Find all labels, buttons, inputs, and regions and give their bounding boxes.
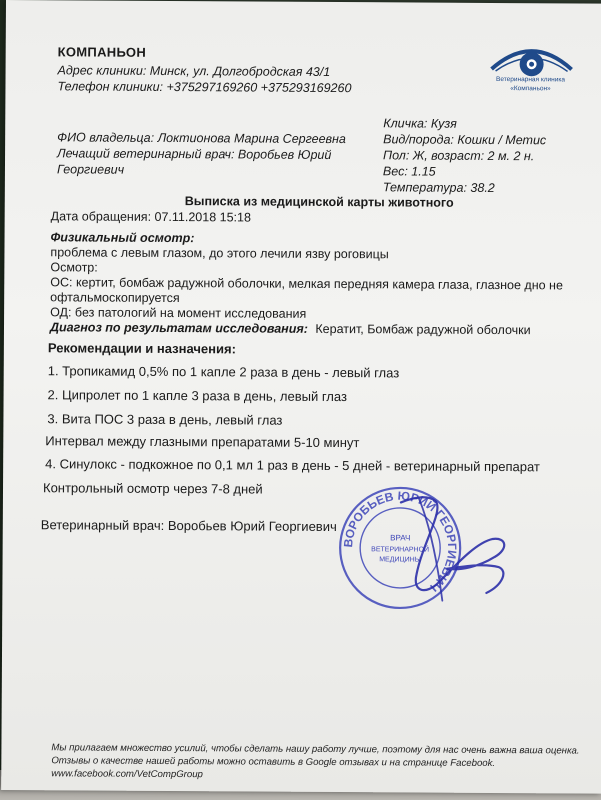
stamp-center-line3: МЕДИЦИНЫ <box>379 556 421 564</box>
visit-date: Дата обращения: 07.11.2018 15:18 <box>50 209 251 225</box>
recommendations-heading: Рекомендации и назначения: <box>47 340 236 357</box>
pet-nickname: Кличка: Кузя <box>383 116 457 131</box>
clinic-address: Адрес клиники: Минск, ул. Долгобродская 43/1 <box>57 63 331 79</box>
pet-sex-age: Пол: Ж, возраст: 2 м. 2 н. <box>383 148 535 164</box>
recommendation-note: Интервал между глазными препаратами 5-10 минут <box>45 433 360 451</box>
logo-caption-line1: Ветеринарная клиника <box>495 75 566 84</box>
signature-line: Ветеринарный врач: Воробьев Юрий Георгиевич <box>40 517 337 535</box>
recommendation-item: 1. Тропикамид 0,5% по 1 капле 2 раза в день - левый глаз <box>47 363 400 381</box>
footer-facebook-link: www.facebook.com/VetCompGroup <box>51 768 203 781</box>
clinic-name: КОМПАНЬОН <box>57 44 147 60</box>
attending-vet-cont: Георгиевич <box>56 162 125 177</box>
pet-temperature: Температура: 38.2 <box>382 180 495 195</box>
diagnosis-label: Диагноз по результатам исследования: <box>49 320 308 336</box>
pet-weight: Вес: 1.15 <box>382 164 436 179</box>
os-findings-cont: офтальмоскопируется <box>50 290 180 306</box>
exam-heading: Физикальный осмотр: <box>50 230 195 246</box>
logo-caption-line2: «Компаньон» <box>510 85 551 93</box>
pet-species: Вид/порода: Кошки / Метис <box>383 132 547 148</box>
od-findings: ОД: без патологий на момент исследования <box>50 305 307 321</box>
os-findings: ОС: кертит, бомбаж радужной оболочки, мелкая передняя камера глаза, глазное дно не <box>50 275 563 293</box>
recommendation-item: 2. Ципролет по 1 капле 3 раза в день, левый глаз <box>47 387 348 405</box>
footer-feedback-line: Мы прилагаем множество усилий, чтобы сделать нашу работу лучше, поэтому для нас очень важна ваша оценка. <box>51 742 580 757</box>
clinic-phone: Телефон клиники: +375297169260 +375293169260 <box>57 79 352 96</box>
document-page <box>1 0 601 794</box>
owner-name: ФИО владельца: Локтионова Марина Сергеевна <box>57 130 346 147</box>
document-title: Выписка из медицинской карты животного <box>184 194 454 210</box>
stamp-center-line1: ВРАЧ <box>390 533 411 543</box>
exam-label: Осмотр: <box>50 260 98 275</box>
diagnosis <box>50 320 531 338</box>
complaint-text: проблема с левым глазом, до этого лечили язву роговицы <box>50 245 389 262</box>
recommendation-item: 4. Синулокс - подкожное по 0,1 мл 1 раз в день - 5 дней - ветеринарный препарат <box>45 456 540 475</box>
stamp-ring-text: ВОРОБЬЕВ ЮРИЙ ГЕОРГИЕВИЧ <box>341 488 460 595</box>
footer-review-line: Отзывы о качестве нашей работы можно оставить в Google отзывах и на странице Facebook. <box>51 755 496 770</box>
diagnosis-value: Кератит, Бомбаж радужной оболочки <box>315 321 531 338</box>
stamp-center-line2: ВЕТЕРИНАРНОЙ <box>371 546 430 554</box>
recommendation-item: 3. Вита ПОС 3 раза в день, левый глаз <box>47 411 283 428</box>
logo-caption <box>475 75 585 94</box>
recommendation-note: Контрольный осмотр через 7-8 дней <box>42 480 263 497</box>
attending-vet: Лечащий ветеринарный врач: Воробьев Юрий <box>57 146 332 162</box>
handwritten-signature <box>382 482 523 623</box>
